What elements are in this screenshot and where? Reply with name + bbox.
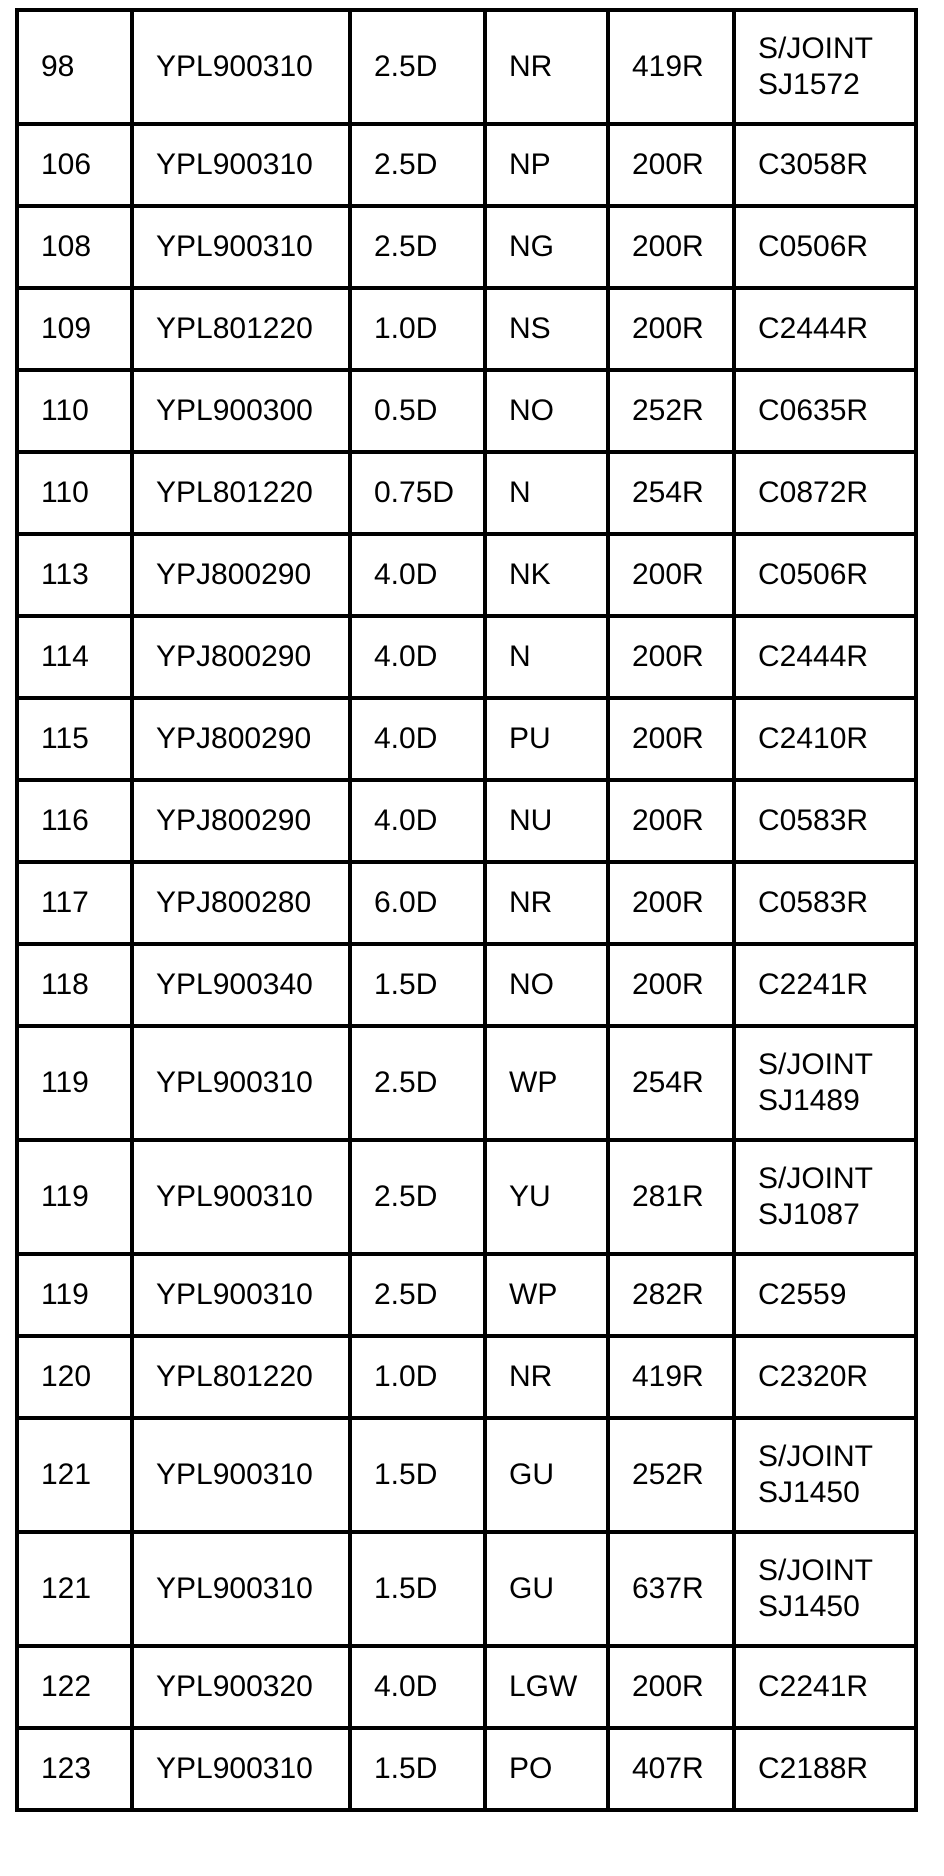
cell-spec: 281R [608, 1140, 734, 1254]
table-row [17, 10, 916, 124]
cell-item-number: 114 [17, 616, 132, 698]
cell-spec: 200R [608, 698, 734, 780]
cell-connection: S/JOINT SJ1489 [734, 1026, 916, 1140]
table-row [17, 944, 916, 1026]
cell-item-number: 113 [17, 534, 132, 616]
parts-table [15, 8, 918, 1812]
cell-part-number: YPL900340 [132, 944, 350, 1026]
cell-color-code: NP [485, 124, 608, 206]
cell-part-number: YPL900310 [132, 1026, 350, 1140]
cell-color-code: PU [485, 698, 608, 780]
table-row [17, 206, 916, 288]
cell-connection: C0506R [734, 534, 916, 616]
parts-table-body [17, 10, 916, 1810]
cell-color-code: PO [485, 1728, 608, 1810]
cell-length: 0.75D [350, 452, 485, 534]
cell-spec: 282R [608, 1254, 734, 1336]
cell-length: 4.0D [350, 616, 485, 698]
cell-spec: 252R [608, 1418, 734, 1532]
cell-part-number: YPL801220 [132, 1336, 350, 1418]
cell-connection: S/JOINT SJ1087 [734, 1140, 916, 1254]
cell-color-code: NO [485, 944, 608, 1026]
table-row [17, 1728, 916, 1810]
cell-item-number: 110 [17, 370, 132, 452]
cell-item-number: 118 [17, 944, 132, 1026]
cell-length: 2.5D [350, 206, 485, 288]
cell-connection: C0872R [734, 452, 916, 534]
cell-connection: C2241R [734, 1646, 916, 1728]
cell-length: 6.0D [350, 862, 485, 944]
cell-part-number: YPJ800290 [132, 616, 350, 698]
cell-connection: C2320R [734, 1336, 916, 1418]
table-row [17, 616, 916, 698]
table-row [17, 1026, 916, 1140]
cell-item-number: 117 [17, 862, 132, 944]
cell-connection: C2444R [734, 288, 916, 370]
cell-color-code: NU [485, 780, 608, 862]
cell-item-number: 116 [17, 780, 132, 862]
cell-length: 2.5D [350, 1026, 485, 1140]
cell-part-number: YPJ800290 [132, 698, 350, 780]
table-row [17, 1418, 916, 1532]
cell-part-number: YPJ800280 [132, 862, 350, 944]
cell-part-number: YPL900310 [132, 1254, 350, 1336]
cell-spec: 200R [608, 1646, 734, 1728]
cell-color-code: N [485, 452, 608, 534]
cell-item-number: 123 [17, 1728, 132, 1810]
cell-color-code: NR [485, 10, 608, 124]
table-row [17, 1336, 916, 1418]
table-row [17, 1140, 916, 1254]
cell-part-number: YPL900310 [132, 206, 350, 288]
cell-connection: C2410R [734, 698, 916, 780]
cell-length: 2.5D [350, 1140, 485, 1254]
cell-item-number: 108 [17, 206, 132, 288]
cell-color-code: WP [485, 1254, 608, 1336]
cell-item-number: 110 [17, 452, 132, 534]
cell-length: 4.0D [350, 698, 485, 780]
cell-length: 1.5D [350, 1418, 485, 1532]
cell-color-code: NG [485, 206, 608, 288]
table-row [17, 534, 916, 616]
cell-item-number: 109 [17, 288, 132, 370]
cell-part-number: YPJ800290 [132, 780, 350, 862]
cell-spec: 200R [608, 862, 734, 944]
cell-connection: S/JOINT SJ1450 [734, 1532, 916, 1646]
table-row [17, 452, 916, 534]
cell-item-number: 121 [17, 1532, 132, 1646]
cell-length: 2.5D [350, 10, 485, 124]
table-row [17, 124, 916, 206]
cell-spec: 200R [608, 616, 734, 698]
cell-spec: 254R [608, 1026, 734, 1140]
cell-color-code: NO [485, 370, 608, 452]
cell-color-code: LGW [485, 1646, 608, 1728]
cell-spec: 252R [608, 370, 734, 452]
cell-part-number: YPJ800290 [132, 534, 350, 616]
cell-spec: 254R [608, 452, 734, 534]
table-row [17, 698, 916, 780]
cell-connection: S/JOINT SJ1572 [734, 10, 916, 124]
cell-spec: 200R [608, 780, 734, 862]
cell-connection: C2559 [734, 1254, 916, 1336]
cell-connection: C0635R [734, 370, 916, 452]
cell-item-number: 98 [17, 10, 132, 124]
cell-color-code: NS [485, 288, 608, 370]
cell-part-number: YPL900310 [132, 124, 350, 206]
cell-length: 1.5D [350, 1728, 485, 1810]
cell-length: 2.5D [350, 124, 485, 206]
cell-part-number: YPL801220 [132, 452, 350, 534]
cell-spec: 419R [608, 1336, 734, 1418]
cell-connection: C2444R [734, 616, 916, 698]
cell-part-number: YPL900310 [132, 1728, 350, 1810]
cell-part-number: YPL900310 [132, 1418, 350, 1532]
cell-part-number: YPL900320 [132, 1646, 350, 1728]
cell-color-code: GU [485, 1418, 608, 1532]
cell-item-number: 106 [17, 124, 132, 206]
cell-spec: 200R [608, 124, 734, 206]
cell-length: 4.0D [350, 780, 485, 862]
cell-item-number: 122 [17, 1646, 132, 1728]
cell-color-code: NR [485, 1336, 608, 1418]
table-row [17, 1646, 916, 1728]
cell-spec: 637R [608, 1532, 734, 1646]
cell-connection: S/JOINT SJ1450 [734, 1418, 916, 1532]
cell-item-number: 119 [17, 1026, 132, 1140]
cell-spec: 200R [608, 288, 734, 370]
cell-part-number: YPL900310 [132, 10, 350, 124]
cell-item-number: 119 [17, 1140, 132, 1254]
table-row [17, 288, 916, 370]
cell-spec: 419R [608, 10, 734, 124]
cell-connection: C0506R [734, 206, 916, 288]
cell-spec: 200R [608, 206, 734, 288]
table-row [17, 1532, 916, 1646]
cell-spec: 407R [608, 1728, 734, 1810]
cell-length: 1.5D [350, 1532, 485, 1646]
cell-length: 0.5D [350, 370, 485, 452]
cell-length: 4.0D [350, 1646, 485, 1728]
cell-color-code: GU [485, 1532, 608, 1646]
cell-color-code: NK [485, 534, 608, 616]
cell-connection: C2188R [734, 1728, 916, 1810]
cell-spec: 200R [608, 944, 734, 1026]
cell-connection: C2241R [734, 944, 916, 1026]
table-row [17, 1254, 916, 1336]
cell-color-code: YU [485, 1140, 608, 1254]
cell-item-number: 115 [17, 698, 132, 780]
cell-item-number: 119 [17, 1254, 132, 1336]
cell-connection: C0583R [734, 862, 916, 944]
cell-length: 1.0D [350, 288, 485, 370]
cell-length: 1.0D [350, 1336, 485, 1418]
table-row [17, 862, 916, 944]
table-row [17, 780, 916, 862]
cell-length: 1.5D [350, 944, 485, 1026]
table-row [17, 370, 916, 452]
cell-connection: C3058R [734, 124, 916, 206]
cell-color-code: WP [485, 1026, 608, 1140]
cell-part-number: YPL900310 [132, 1532, 350, 1646]
cell-color-code: NR [485, 862, 608, 944]
cell-connection: C0583R [734, 780, 916, 862]
cell-length: 4.0D [350, 534, 485, 616]
cell-part-number: YPL801220 [132, 288, 350, 370]
cell-item-number: 121 [17, 1418, 132, 1532]
cell-spec: 200R [608, 534, 734, 616]
cell-part-number: YPL900300 [132, 370, 350, 452]
cell-color-code: N [485, 616, 608, 698]
cell-part-number: YPL900310 [132, 1140, 350, 1254]
cell-item-number: 120 [17, 1336, 132, 1418]
cell-length: 2.5D [350, 1254, 485, 1336]
